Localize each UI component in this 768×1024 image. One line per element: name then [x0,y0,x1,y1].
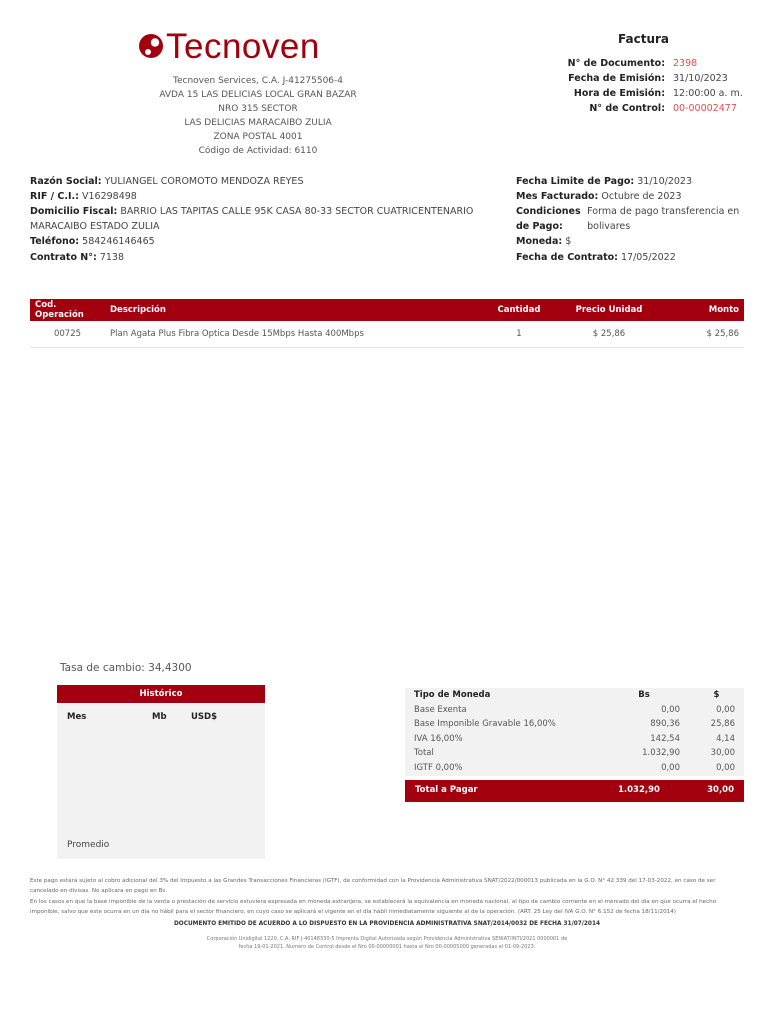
client-rif: V16298498 [81,191,137,202]
historico-title: Histórico [57,685,265,703]
totals-label: Total [414,748,434,759]
historico-col-mes: Mes [67,712,87,722]
total-to-pay-bs: 1.032,90 [618,785,660,795]
client-phone: 584246146465 [82,236,155,247]
table-row [405,746,744,761]
company-line: AVDA 15 LAS DELICIAS LOCAL GRAN BAZAR [159,90,357,100]
totals-label: Base Exenta [414,704,467,715]
totals-header-bs: Bs [638,690,650,701]
printer-info-line: Corporación Unidigital 1220, C.A. RIF J-40148330-5 Imprenta Digital Autorizada según Providencia Administrativa SENIAT/INTI/2021 0000001 de [206,935,568,942]
tecnoven-logo-icon [138,33,164,59]
client-address-label: Domicilio Fiscal: [30,206,118,217]
client-rif-label: RIF / C.I.: [30,191,79,202]
historico-col-mb: Mb [152,712,167,722]
col-header-code: Cod. Operación [30,299,105,321]
cell-quantity: 1 [479,321,559,347]
doc-number-label: N° de Documento: [567,58,665,69]
totals-header-row [405,688,744,703]
company-logo [138,26,338,66]
table-row [405,761,744,776]
totals-usd: 0,00 [716,704,735,715]
col-header-unit-price: Precio Unidad [559,299,659,321]
totals-table [405,688,744,775]
currency-value: $ [565,236,572,247]
issue-time-value: 12:00:00 a. m. [673,88,743,99]
doc-number-value: 2398 [673,58,698,69]
legal-notice: DOCUMENTO EMITIDO DE ACUERDO A LO DISPUESTO EN LA PROVIDENCIA ADMINISTRATIVA SNAT/2014/0032 DE FECHA 31/07/2014 [173,921,601,927]
billing-info [516,174,756,249]
conditions-label: Condiciones de Pago: [516,206,581,232]
legal-footer [30,877,744,952]
company-line: Tecnoven Services, C.A. J-41275506-4 [173,76,343,86]
client-phone-label: Teléfono: [30,236,80,247]
contract-label: Contrato N°: [30,252,97,263]
totals-usd: 4,14 [716,733,735,744]
legal-exchange-note: En los casos en que la base imponible de la venta o prestación de servicio estuviera expresada en moneda extranjera, se establecerá la equivalencia en moneda nacional, al tipo de cambio corriente en el mercado del día en que ocurra el hecho imponible, salvo que éste ocurra en un día no hábil para el sector financiero, en cuyo caso se aplicará el vigente en el día hábil inmediatamente siguiente al de la operación. (ART. 25 Ley del IVA G.O. N° 6.152 de fecha 18/11/2014) [30,899,717,915]
totals-label: IVA 16,00% [414,733,463,744]
issue-time-label: Hora de Emisión: [573,88,665,99]
due-date-value: 31/10/2023 [637,176,693,187]
company-line: Código de Actividad: 6110 [198,146,318,156]
legal-igtf-note: Este pago estará sujeto al cobro adicional del 3% del Impuesto a las Grandes Transacciones Financieras (IGTF), de conformidad con la Providencia Administrativa SNAT/2022/000013 publicada en la G.O. N° 42.339 del 17-03-2022, en caso de ser cancelado en divisas. No aplicara en pago en Bs. [30,878,716,894]
table-row [405,717,744,732]
totals-bs: 0,00 [661,762,680,773]
client-name-label: Razón Social: [30,176,102,187]
company-line: ZONA POSTAL 4001 [213,132,303,142]
control-value: 00-00002477 [673,103,737,114]
historico-panel [57,685,265,859]
currency-label: Moneda: [516,236,563,247]
issue-date-value: 31/10/2023 [673,73,728,84]
totals-bs: 0,00 [661,704,680,715]
conditions-value: Forma de pago transferencia en bolivares [587,206,740,232]
invoice-meta [560,56,760,116]
historico-promedio: Promedio [67,840,110,850]
contract-date-value: 17/05/2022 [621,252,676,263]
client-address: BARRIO LAS TAPITAS CALLE 95K CASA 80-33 SECTOR CUATRICENTENARIO MARACAIBO ESTADO ZULIA [30,206,474,232]
company-line: LAS DELICIAS MARACAIBO ZULIA [184,118,332,128]
totals-bs: 142,54 [650,733,680,744]
total-to-pay-bar [405,780,744,802]
billed-month-label: Mes Facturado: [516,191,599,202]
totals-usd: 25,86 [710,719,735,730]
col-header-quantity: Cantidad [479,299,559,321]
contract-date [516,252,676,263]
printer-info-line: fecha 19-01-2021, Numero de Control desde el Nro 00-00000001 hasta el Nro 00-00005000 generadas el 01-09-2023. [238,944,536,950]
totals-bs: 1.032,90 [642,748,680,759]
control-label: N° de Control: [589,103,665,114]
col-header-amount: Monto [659,299,744,321]
totals-usd: 0,00 [716,762,735,773]
cell-description: Plan Agata Plus Fibra Optica Desde 15Mbps Hasta 400Mbps [105,321,479,347]
exchange-rate: Tasa de cambio: 34,4300 [60,662,192,674]
table-row [30,321,744,347]
due-date-label: Fecha Limite de Pago: [516,176,635,187]
issue-date-label: Fecha de Emisión: [568,73,665,84]
historico-columns [57,703,265,731]
client-name: YULIANGEL COROMOTO MENDOZA REYES [104,176,304,187]
table-row [405,732,744,747]
cell-code: 00725 [30,321,105,347]
totals-usd: 30,00 [710,748,735,759]
totals-bs: 890,36 [650,719,680,730]
items-table [30,299,744,348]
client-info [30,174,505,249]
billed-month-value: Octubre de 2023 [601,191,682,202]
contract-number [30,252,124,263]
total-to-pay-label: Total a Pagar [415,785,478,795]
total-to-pay-usd: 30,00 [707,785,734,795]
historico-col-usd: USD$ [191,712,217,722]
totals-label: IGTF 0,00% [414,762,463,773]
totals-label: Base Imponible Gravable 16,00% [414,719,556,730]
col-header-description: Descripción [105,299,479,321]
totals-header-usd: $ [713,690,720,701]
logo-text: Tecnoven [166,26,320,66]
cell-amount: $ 25,86 [659,321,744,347]
invoice-title: Factura [618,32,669,46]
totals-header-type: Tipo de Moneda [414,690,491,701]
cell-unit-price: $ 25,86 [559,321,659,347]
company-info [118,74,398,158]
company-line: NRO 315 SECTOR [218,104,298,114]
contract-value: 7138 [99,252,124,263]
table-row [405,703,744,718]
contract-date-label: Fecha de Contrato: [516,252,618,263]
